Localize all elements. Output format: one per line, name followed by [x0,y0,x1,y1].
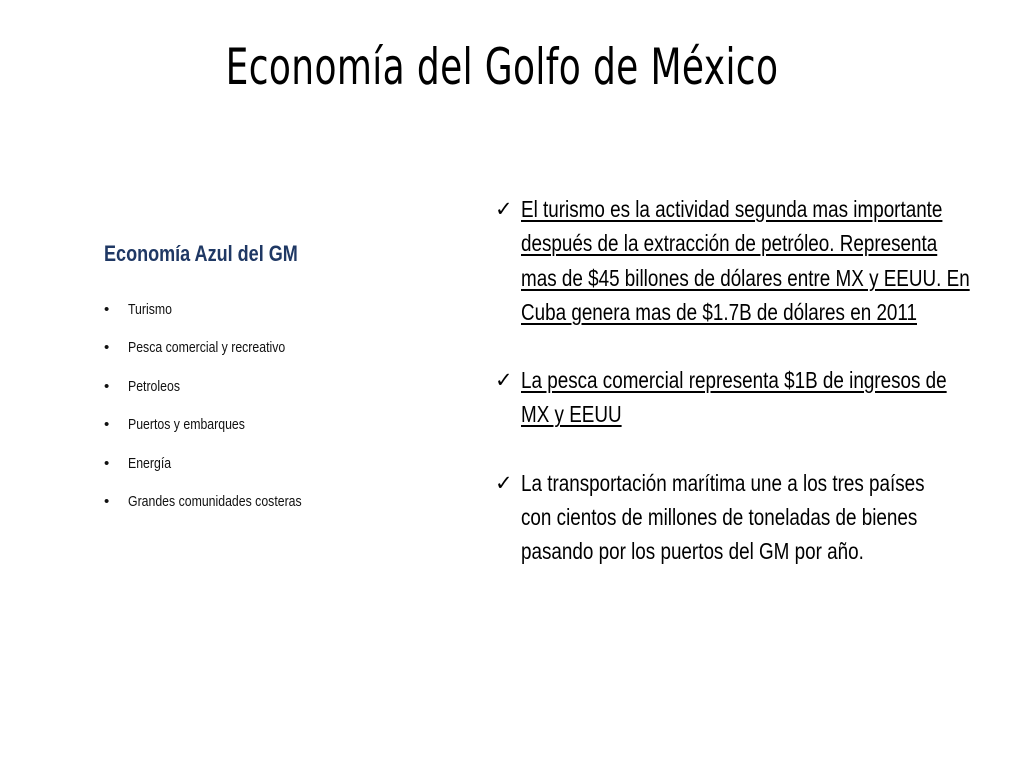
left-subtitle: Economía Azul del GM [104,241,298,266]
text-line: mas de $45 billones de dólares entre MX y EEUU. En [521,264,970,291]
text-line: La pesca comercial representa $1B de ingresos de [521,367,947,394]
left-column [104,236,434,531]
checkmark-icon: ✓ [495,197,513,221]
bullet-icon: • [104,301,110,318]
slide-title: Economía del Golfo de México [225,38,779,96]
text-line: pasando por los puertos del GM por año. [521,538,864,565]
bullet-text: Grandes comunidades costeras [128,492,302,510]
bullet-icon: • [104,454,110,472]
list-item [104,301,434,339]
checkmark-icon: ✓ [495,368,513,393]
bullet-text: Turismo [128,301,172,318]
list-item [104,416,434,454]
text-line: El turismo es la actividad segunda mas importante [521,196,943,222]
checkmark-icon: ✓ [495,470,513,495]
text-line: MX y EEUU [521,401,622,428]
bullet-icon: • [104,416,110,434]
check-item-tourism [495,192,995,329]
bullet-icon: • [104,377,110,395]
bullet-text: Pesca comercial y recreativo [128,339,286,357]
bullet-text: Puertos y embarques [128,416,245,434]
bullet-text: Petroleos [128,377,180,395]
list-item [104,378,434,416]
text-line: Cuba genera mas de $1.7B de dólares en 2011 [521,298,917,325]
bullet-icon: • [104,339,110,357]
text-line: después de la extracción de petróleo. Representa [521,230,938,257]
text-line: La transportación marítima une a los tres países [521,469,925,496]
bullet-icon: • [104,492,110,510]
right-column [495,192,995,603]
list-item [104,339,434,377]
check-item-shipping [495,466,995,569]
bullet-list [104,301,434,531]
check-text [521,363,980,432]
text-line: con cientos de millones de toneladas de bienes [521,504,918,531]
check-text [521,192,980,329]
list-item [104,455,434,493]
bullet-text: Energía [128,454,172,472]
list-item [104,493,434,531]
check-item-fishing [495,363,995,432]
check-text [521,466,980,569]
